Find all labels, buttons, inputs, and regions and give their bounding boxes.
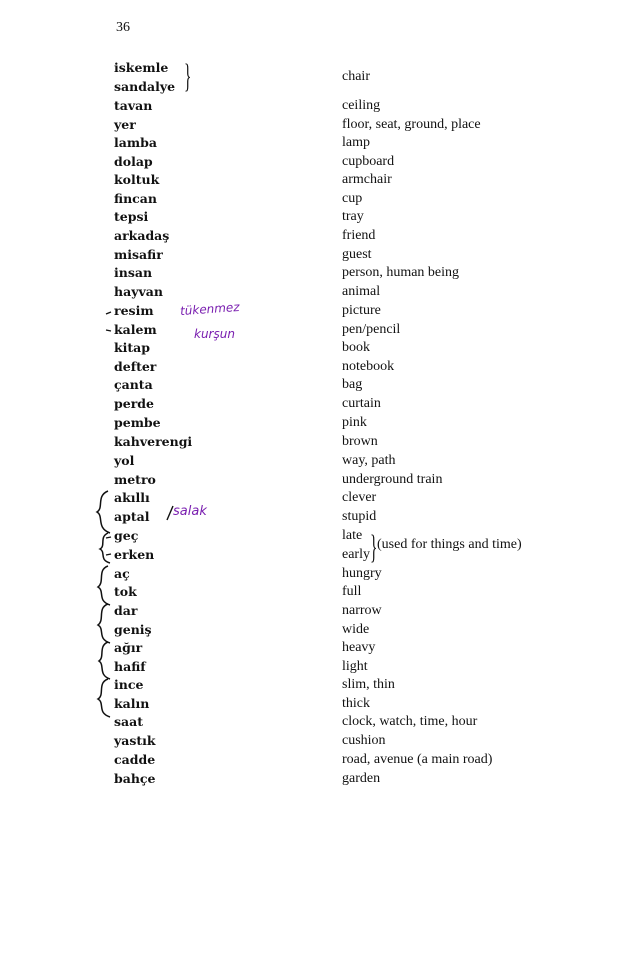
turkish-word: tavan xyxy=(114,98,153,113)
turkish-word: saat xyxy=(114,714,144,729)
turkish-word: resim xyxy=(114,303,154,318)
turkish-word: geniş xyxy=(114,622,152,637)
handwritten-tick xyxy=(106,330,111,331)
handwritten-note-salak: salak xyxy=(173,504,207,519)
turkish-word: kalem xyxy=(114,322,157,337)
turkish-word: aç xyxy=(114,566,130,581)
english-meaning: person, human being xyxy=(342,265,460,280)
english-meaning: tray xyxy=(342,209,364,224)
turkish-word: hafif xyxy=(114,659,146,674)
english-meaning: floor, seat, ground, place xyxy=(342,117,481,132)
english-meaning: road, avenue (a main road) xyxy=(342,752,493,767)
handwritten-tick xyxy=(106,537,111,538)
turkish-word: pembe xyxy=(114,415,161,430)
english-meaning: friend xyxy=(342,228,376,243)
english-meaning: full xyxy=(342,584,362,599)
late-early-note: (used for things and time) xyxy=(377,537,522,552)
english-meaning: underground train xyxy=(342,472,443,487)
english-meaning: wide xyxy=(342,622,370,637)
brace-late-early: } xyxy=(370,529,378,566)
turkish-word: ağır xyxy=(114,640,143,655)
handwritten-note-kursun: kurşun xyxy=(194,327,235,341)
turkish-word: dar xyxy=(114,603,138,618)
english-meaning: curtain xyxy=(342,396,381,411)
english-meaning: cupboard xyxy=(342,154,395,169)
handwritten-tick xyxy=(106,312,111,314)
turkish-word: ince xyxy=(114,677,144,692)
turkish-word: cadde xyxy=(114,752,156,767)
turkish-word: yol xyxy=(114,453,135,468)
turkish-word: çanta xyxy=(114,377,153,392)
handwritten-tick xyxy=(106,554,111,555)
handwritten-brace xyxy=(97,491,110,533)
handwritten-note-tukenmez: tükenmez xyxy=(179,299,241,319)
turkish-word: geç xyxy=(114,528,139,543)
turkish-word: perde xyxy=(114,396,154,411)
english-meaning: guest xyxy=(342,247,372,262)
turkish-word: kitap xyxy=(114,340,151,355)
english-meaning: light xyxy=(342,659,368,674)
english-meaning: clever xyxy=(342,490,377,505)
turkish-word: insan xyxy=(114,265,153,280)
english-meaning: armchair xyxy=(342,172,392,187)
handwritten-brace xyxy=(98,566,110,605)
turkish-word: metro xyxy=(114,472,156,487)
english-meaning: cup xyxy=(342,191,363,206)
english-meaning: hungry xyxy=(342,566,382,581)
english-meaning: ceiling xyxy=(342,98,381,113)
turkish-word: akıllı xyxy=(114,490,150,505)
turkish-word: bahçe xyxy=(114,771,156,786)
english-meaning: brown xyxy=(342,434,378,449)
handwritten-brace xyxy=(99,642,110,679)
turkish-word: lamba xyxy=(114,135,157,150)
english-meaning: cushion xyxy=(342,733,386,748)
handwritten-brace xyxy=(98,679,110,717)
english-meaning: heavy xyxy=(342,640,376,655)
turkish-word: hayvan xyxy=(114,284,163,299)
turkish-word: tepsi xyxy=(114,209,149,224)
english-meaning: chair xyxy=(342,69,370,84)
turkish-word: defter xyxy=(114,359,157,374)
turkish-word: iskemle xyxy=(114,60,169,75)
turkish-word: yer xyxy=(114,117,136,132)
english-meaning: clock, watch, time, hour xyxy=(342,714,478,729)
turkish-word: aptal xyxy=(114,509,150,524)
handwritten-slash xyxy=(167,506,173,520)
turkish-word: misafir xyxy=(114,247,163,262)
english-meaning: notebook xyxy=(342,359,395,374)
english-meaning: stupid xyxy=(342,509,377,524)
english-meaning: late xyxy=(342,528,363,543)
english-meaning: garden xyxy=(342,771,381,786)
turkish-word: yastık xyxy=(114,733,156,748)
turkish-word: erken xyxy=(114,547,155,562)
english-meaning: picture xyxy=(342,303,381,318)
turkish-word: arkadaş xyxy=(114,228,170,243)
english-meaning: slim, thin xyxy=(342,677,395,692)
english-meaning: lamp xyxy=(342,135,370,150)
english-meaning: book xyxy=(342,340,370,355)
turkish-word: fincan xyxy=(114,191,157,206)
english-meaning: pink xyxy=(342,415,367,430)
english-meaning: animal xyxy=(342,284,381,299)
brace-iskemle-sandalye: } xyxy=(184,58,192,95)
turkish-word: kalın xyxy=(114,696,150,711)
english-meaning: bag xyxy=(342,377,363,392)
english-meaning: thick xyxy=(342,696,370,711)
turkish-word: kahverengi xyxy=(114,434,193,449)
english-meaning: pen/pencil xyxy=(342,322,401,337)
turkish-word: sandalye xyxy=(114,79,176,94)
turkish-word: dolap xyxy=(114,154,153,169)
turkish-word: koltuk xyxy=(114,172,160,187)
page-number: 36 xyxy=(116,20,130,35)
english-meaning: way, path xyxy=(342,453,396,468)
handwritten-brace xyxy=(98,604,110,643)
english-meaning: narrow xyxy=(342,603,382,618)
english-meaning: early xyxy=(342,547,370,562)
turkish-word: tok xyxy=(114,584,137,599)
